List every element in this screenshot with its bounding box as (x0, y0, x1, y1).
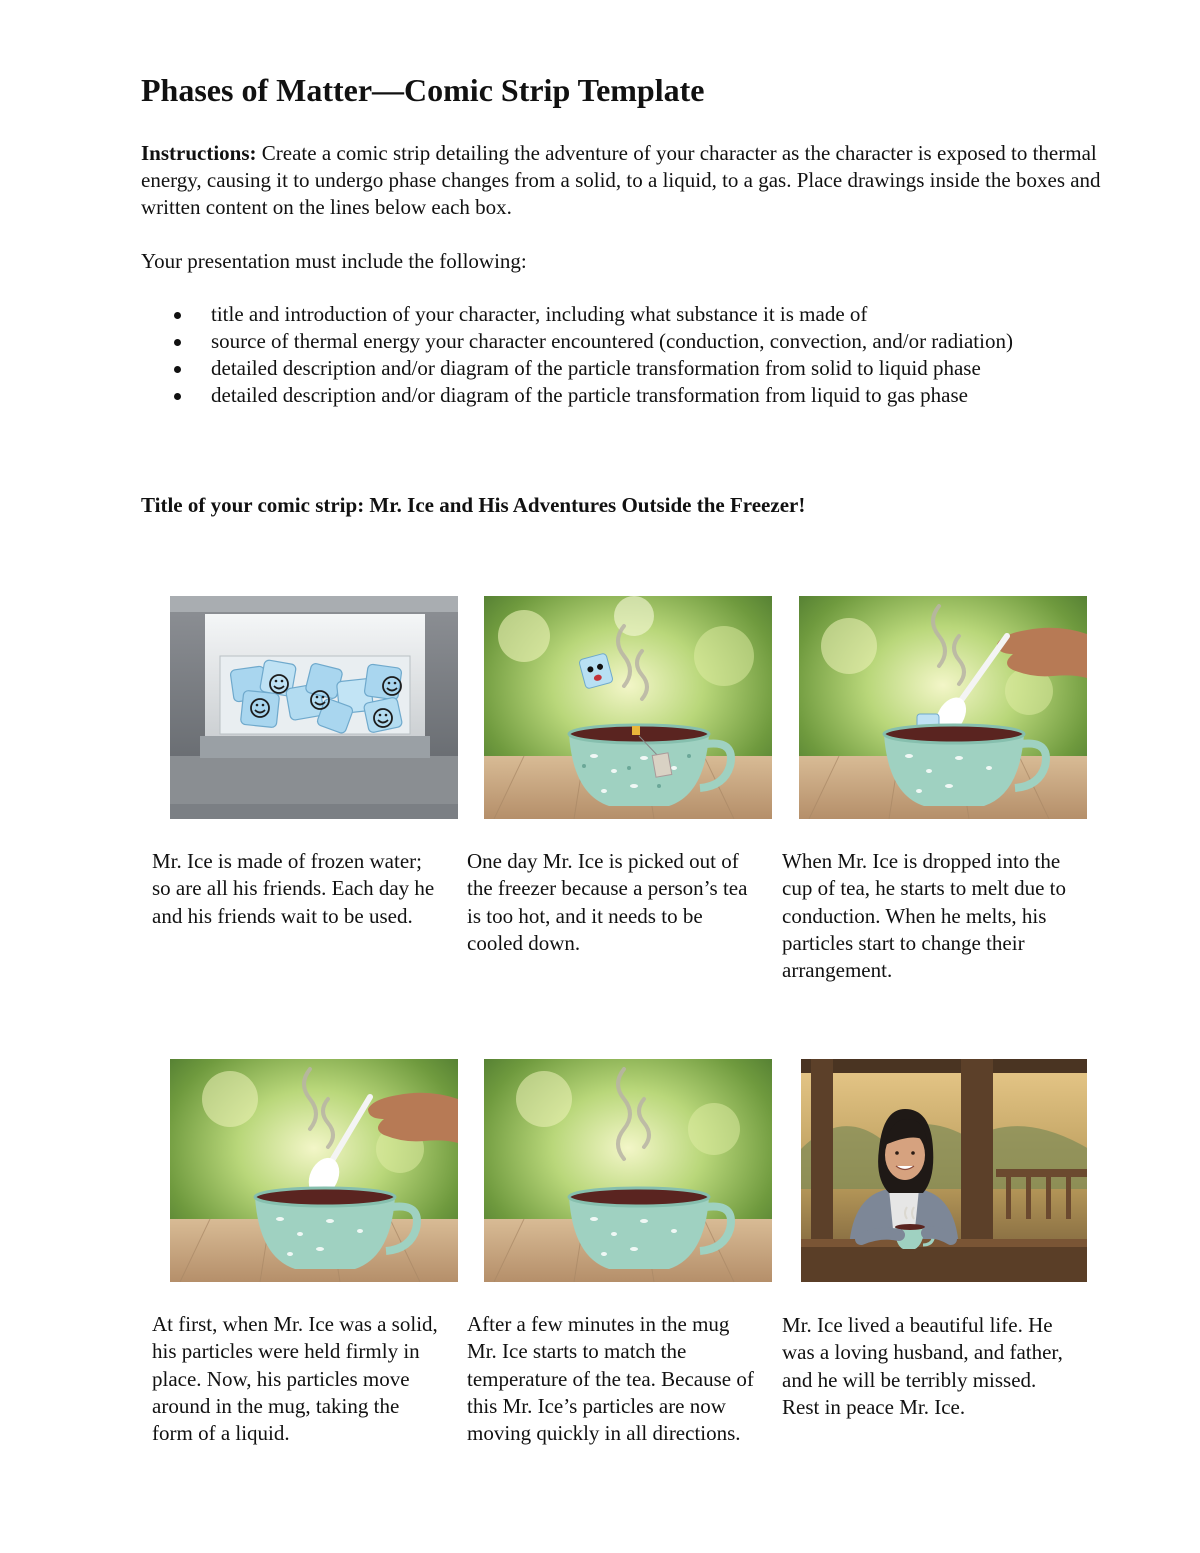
panel-3-caption: When Mr. Ice is dropped into the cup of tea, he starts to melt due to conduction. When he melts, his particles start to change their arrangement. (782, 849, 1067, 983)
spoon-stirring-tea-illustration (170, 1059, 458, 1282)
bullet-icon (174, 366, 181, 373)
instructions-label: Instructions: (141, 141, 257, 165)
comic-strip-title: Title of your comic strip: Mr. Ice and His Adventures Outside the Freezer! (141, 493, 806, 517)
comic-panel-1 (170, 596, 458, 819)
panel-2-caption: One day Mr. Ice is picked out of the freezer because a person’s tea is too hot, and it needs to be cooled down. (467, 849, 748, 955)
freezer-illustration (170, 596, 458, 819)
requirement-text: detailed description and/or diagram of the particle transformation from liquid to gas phase (211, 383, 968, 407)
comic-panel-5 (484, 1059, 772, 1282)
bullet-icon (174, 312, 181, 319)
panel-5-caption: After a few minutes in the mug Mr. Ice starts to match the temperature of the tea. Because of this Mr. Ice’s particles are now moving quickly in all directions. (467, 1312, 754, 1446)
ice-falling-into-tea-illustration (484, 596, 772, 819)
requirement-item (141, 301, 1131, 328)
bullet-icon (174, 393, 181, 400)
panel-1-caption: Mr. Ice is made of frozen water; so are all his friends. Each day he and his friends wait to be used. (152, 849, 435, 928)
requirement-item (141, 355, 1131, 382)
bullet-icon (174, 339, 181, 346)
must-include-text: Your presentation must include the following: (141, 249, 527, 273)
comic-panel-3 (799, 596, 1087, 819)
requirement-text: source of thermal energy your character encountered (conduction, convection, and/or radiation) (211, 329, 1013, 353)
requirement-item (141, 328, 1131, 355)
spoon-and-ice-illustration (799, 596, 1087, 819)
instructions-text: Create a comic strip detailing the adventure of your character as the character is exposed to thermal energy, causing it to undergo phase changes from a solid, to a liquid, to a gas. Place drawings inside the boxes and written content on the lines below each box. (141, 141, 1101, 219)
comic-panel-4 (170, 1059, 458, 1282)
instructions-paragraph (141, 140, 1121, 221)
requirements-list (141, 301, 1131, 409)
page-title: Phases of Matter—Comic Strip Template (141, 72, 705, 108)
woman-with-tea-illustration (801, 1059, 1087, 1282)
requirement-item (141, 382, 1131, 409)
requirement-text: detailed description and/or diagram of the particle transformation from solid to liquid phase (211, 356, 981, 380)
comic-panel-6 (801, 1059, 1087, 1282)
panel-4-caption: At first, when Mr. Ice was a solid, his particles were held firmly in place. Now, his particles move around in the mug, taking the form of a liquid. (152, 1312, 438, 1446)
panel-6-caption: Mr. Ice lived a beautiful life. He was a loving husband, and father, and he will be terribly missed. Rest in peace Mr. Ice. (782, 1313, 1063, 1419)
steaming-tea-illustration (484, 1059, 772, 1282)
comic-panel-2 (484, 596, 772, 819)
requirement-text: title and introduction of your character, including what substance it is made of (211, 302, 868, 326)
